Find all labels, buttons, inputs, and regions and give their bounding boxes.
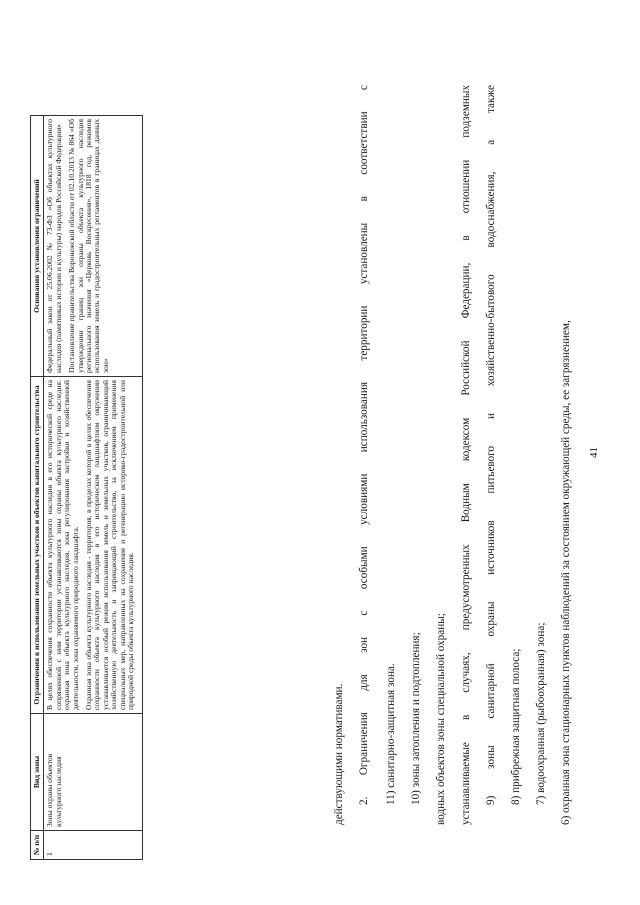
cell-zone-type: Зоны охраны объектов культурного наследия: [44, 714, 143, 831]
list-item-9: 9) зоны санитарной охраны источников питьевого и хозяйственно-бытового водоснабжения, а также: [485, 85, 497, 805]
paragraph-2-end: действующими нормативами.: [333, 683, 345, 825]
table-header-row: [31, 116, 44, 860]
cell-restrictions: [44, 377, 143, 714]
header-num: № п/п: [31, 831, 44, 860]
list-item-9-end: водных объектов зоны специальной охраны;: [435, 613, 447, 825]
list-item-10: 10) зоны затопления и подтопления;: [410, 632, 422, 805]
list-item-6: 6) охранная зона стационарных пунктов наблюдений за состоянием окружающей среды, ее загрязнением,: [560, 320, 572, 825]
basis-paragraph-2: Постановление правительства Воронежской области от 02.10.2013 № 864 «Об утверждении границ зон охраны объекта культурного наследия регионального значения «Церковь Воскресения», 1818 год, режимов использования земель и градостроительных регламентов в границах данных зон»: [67, 119, 110, 373]
table-row: [44, 116, 143, 860]
paragraph-2: 2. Ограничения для зон с особыми условиями использования территории установлены в соответствии с: [358, 85, 370, 805]
restrictions-table: [30, 115, 143, 860]
header-zone-type: Вид зоны: [31, 714, 44, 831]
restrictions-paragraph-2: Охранная зона объекта культурного наследия - территория, в пределах которой в целях обеспечения сохранности объекта культурного наследия в его историческом ландшафтном окружении устанавливается особый режим использования земель и земельных участков, ограничивающий хозяйственную деятельность и запрещающий строительство, за исключением применения специальных мер, направленных на сохранение и регенерацию историко-градостроительной или природной среды объекта культурного наследия.: [84, 380, 136, 710]
cell-num: 1: [44, 831, 143, 860]
header-basis: Основания установления ограничений: [31, 116, 44, 377]
header-restrictions: Ограничения в использовании земельных участков и объектов капитального строительства: [31, 377, 44, 714]
cell-basis: [44, 116, 143, 377]
restrictions-paragraph-1: В целях обеспечения сохранности объекта культурного наследия в его исторической среде на сопряженной с ним территории устанавливаются зоны охраны объекта культурного наследия: охранная зона объекта культурного наследия, зона регулирования застройки и хозяйственной деятельности, зона охраняемого природного ландшафта.: [45, 380, 80, 710]
list-item-7: 7) водоохранная (рыбоохранная) зона;: [535, 622, 547, 805]
basis-paragraph-1: Федеральный закон от 25.06.2002 № 73-ФЗ «Об объектах культурного наследия (памятниках истории и культуры) народов Российской Федерации»: [45, 119, 63, 373]
page-number: 41: [588, 447, 600, 458]
list-item-9-cont: устанавливаемые в случаях, предусмотренных Водным кодексом Российской Федерации, в отношении подземных: [460, 85, 472, 825]
list-item-8: 8) прибрежная защитная полоса;: [510, 648, 522, 805]
list-item-11: 11) санитарно-защитная зона.: [385, 663, 397, 805]
